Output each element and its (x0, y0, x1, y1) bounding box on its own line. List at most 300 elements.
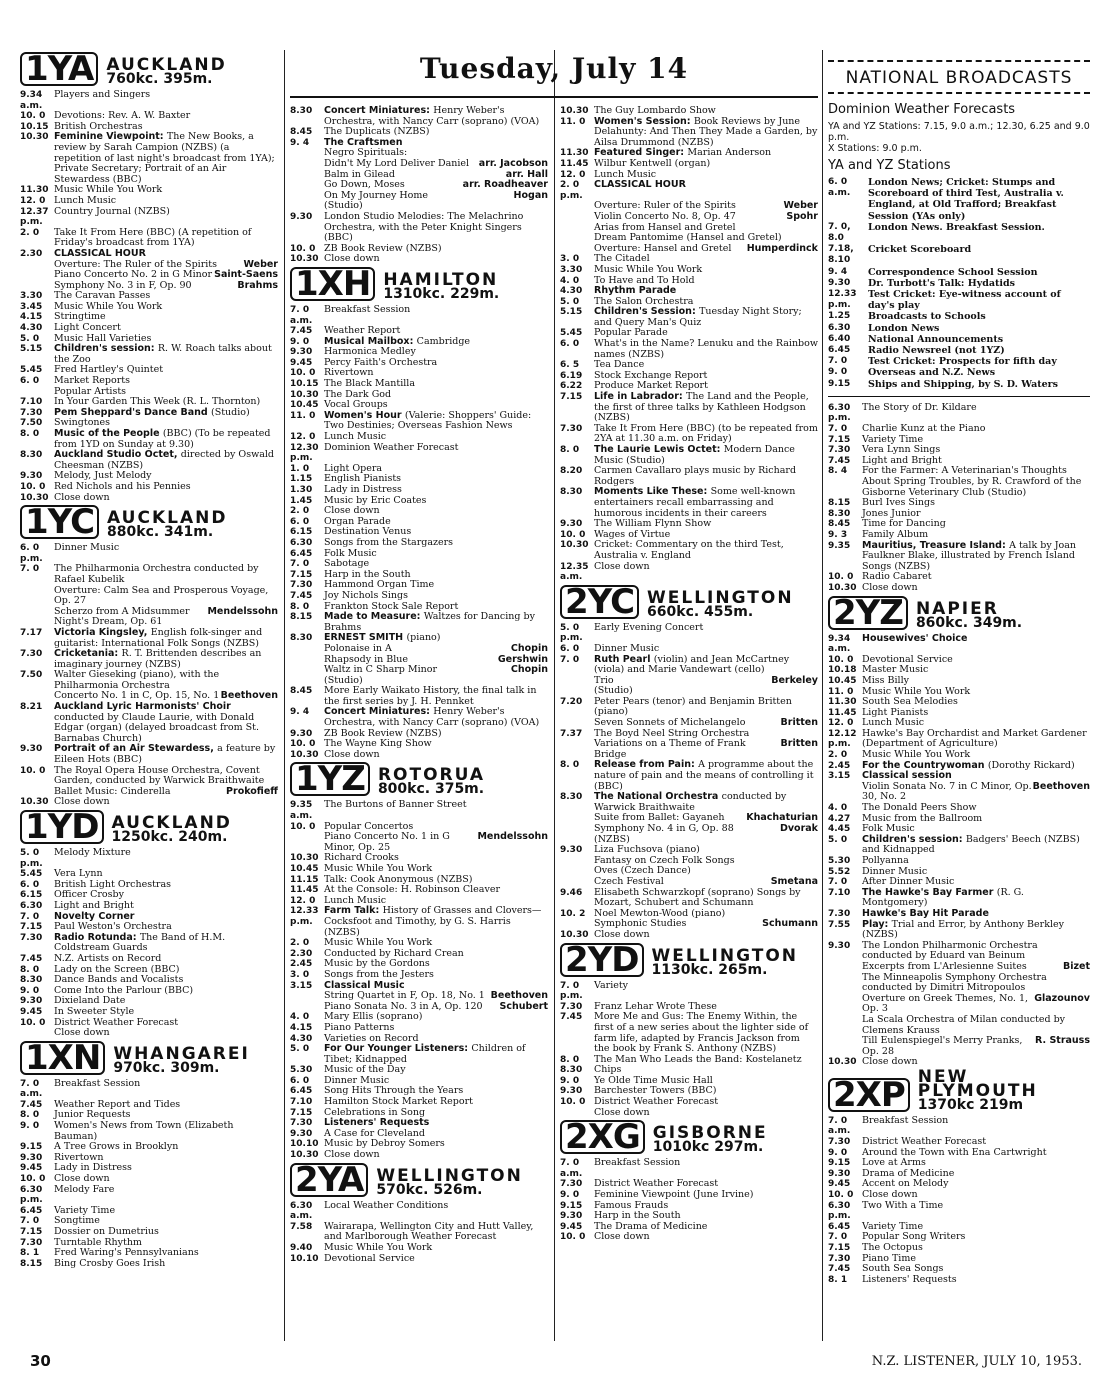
programme-title: String Quartet in F, Op. 18, No. 1 (324, 990, 485, 1002)
programme-entry (560, 792, 818, 813)
programme-time: 10. 0 (290, 821, 316, 832)
station-frequency: 570kc. 526m. (376, 1181, 483, 1198)
programme-entry (560, 265, 818, 276)
programme-title: Excerpts from L'Arlesienne Suites (862, 960, 1027, 972)
station-city: WHANGAREI (113, 1043, 250, 1064)
programme-time: 7.55 (828, 919, 851, 930)
programme-time (20, 586, 54, 607)
programme-time: 6.45 (290, 1086, 313, 1097)
programme-time: 7. 0 (20, 911, 40, 922)
programme-time: 3.15 (828, 771, 851, 782)
programme-time: 8.30 (828, 508, 851, 519)
programme-title: Songs from the Stargazers (324, 536, 454, 548)
programme-time: 8.45 (290, 686, 313, 697)
station-city: NAPIER (915, 598, 999, 619)
programme-entry (560, 888, 818, 909)
programme-time: 9.15 (20, 1142, 43, 1153)
programme-title: Hamilton Stock Market Report (324, 1096, 473, 1108)
programme-time: 7.30 (20, 932, 43, 943)
programme-title: Turntable Rhythm (54, 1236, 142, 1248)
programme-entry (828, 267, 1090, 278)
programme-list (20, 543, 278, 808)
programme-time: 6.30 (828, 322, 851, 333)
programme-title: Junior Requests (54, 1109, 131, 1121)
programme-time: 10.18 (828, 665, 857, 676)
programme-title: Melody, Just Melody (54, 470, 152, 482)
programme-title: Overseas and N.Z. News (868, 367, 996, 379)
programme-time: 2.30 (20, 248, 43, 259)
programme-entry (828, 1275, 1090, 1286)
divider (828, 396, 1090, 397)
programme-entry (560, 562, 818, 583)
programme-title: Destination Venus (324, 526, 412, 538)
programme-entry (828, 782, 1090, 803)
programme-entry (20, 429, 278, 450)
programme-title: Country Journal (NZBS) (54, 205, 170, 217)
programme-entry (560, 760, 818, 792)
programme-time: 10. 0 (828, 654, 854, 665)
programme-highlight: The Laurie Lewis Octet: (594, 444, 724, 455)
programme-entry (560, 540, 818, 561)
programme-title: Concert Miniatures: Henry Weber's Orchestra, with Nancy Carr (soprano) (VOA) (324, 105, 540, 127)
programme-title: Organ Parade (324, 515, 391, 527)
programme-title: Lunch Music (862, 717, 925, 729)
programme-time: 4. 0 (828, 803, 848, 814)
programme-entry (828, 367, 1090, 378)
programme-entry (828, 973, 1090, 994)
programme-entry (290, 1023, 548, 1034)
programme-title: Devotions: Rev. A. W. Baxter (54, 110, 191, 122)
programme-title: Music While You Work (862, 749, 971, 761)
programme-time: 6.15 (290, 527, 313, 538)
programme-title: Two With a Time (862, 1199, 944, 1211)
composer-credit: Khachaturian (746, 812, 818, 824)
programme-title: Close down (324, 505, 380, 517)
programme-title: Close down (324, 1149, 380, 1161)
programme-title: Pollyanna (862, 855, 909, 867)
programme-highlight: Children's session: (54, 343, 158, 355)
station-callsign: 1YD (20, 810, 104, 844)
programme-title: Drama of Medicine (862, 1167, 955, 1179)
programme-entry (828, 1201, 1090, 1222)
programme-time: 7.15 (290, 569, 313, 580)
programme-time: 6.30 (20, 900, 43, 911)
programme-time: 6. 5 (560, 360, 580, 371)
programme-highlight: Children's session: (862, 833, 966, 845)
composer-credit: Beethoven (490, 990, 548, 1002)
programme-time: 7.50 (20, 418, 43, 429)
programme-time (560, 223, 594, 234)
programme-entry (828, 334, 1090, 345)
programme-entry (20, 132, 278, 185)
programme-time (828, 782, 862, 803)
programme-time: 3.30 (20, 291, 43, 302)
programme-highlight: Auckland Studio Octet, (54, 449, 181, 461)
programme-highlight: Rhythm Parade (594, 285, 677, 297)
programme-highlight: Life in Labrador: (594, 391, 686, 403)
station-city: AUCKLAND (111, 813, 232, 833)
composer-credit: Humperdinck (746, 242, 818, 254)
programme-entry (560, 159, 818, 170)
programme-time: 7.30 (560, 1179, 583, 1190)
programme-time (560, 877, 594, 888)
programme-time: 9. 0 (290, 336, 310, 347)
programme-time: 6.40 (828, 333, 851, 344)
programme-title: Waltz in C Sharp Minor (324, 664, 438, 676)
programme-time: 5.45 (20, 869, 43, 880)
programme-title: Dinner Music (324, 1074, 390, 1086)
programme-highlight: The Craftsmen (324, 136, 403, 148)
programme-time: 9. 4 (828, 266, 848, 277)
programme-list (20, 848, 278, 1039)
programme-entry (20, 848, 278, 869)
column-3 (560, 106, 818, 1243)
programme-time: 9.30 (20, 744, 43, 755)
programme-time: 2. 0 p.m. (560, 180, 583, 201)
programme-title: Fred Hartley's Quintet (54, 364, 164, 376)
programme-title: Popular Song Writers (862, 1231, 966, 1243)
programme-time: 10. 0 (828, 572, 854, 583)
programme-title: At the Console: H. Robinson Cleaver (324, 884, 500, 896)
station-frequency: 880kc. 341m. (107, 524, 214, 541)
programme-time: 4. 0 (560, 275, 580, 286)
programme-entry (20, 670, 278, 691)
programme-entry (20, 649, 278, 670)
programme-time: 7.45 (290, 590, 313, 601)
programme-title: Music of the Day (324, 1064, 406, 1076)
programme-entry (20, 933, 278, 954)
programme-time: 9.35 (828, 540, 851, 551)
programme-time: 9. 0 (828, 367, 848, 378)
programme-entry (20, 1007, 278, 1018)
programme-entry (828, 729, 1090, 750)
programme-time: 8. 0 (560, 1054, 580, 1065)
station-header-2xp (828, 1066, 1090, 1115)
programme-title: Rhapsody in Blue (324, 653, 409, 665)
programme-time: 6. 0 (290, 516, 310, 527)
programme-time: 12.33 p.m. (290, 906, 319, 927)
programme-highlight: Women's Hour (324, 409, 405, 421)
programme-title: More Me and Gus: The Enemy Within, the first of a new series about the lighter side of farm life, adapted by Francis Jackson from the book by Frank S. Anthony (NZBS) (594, 1011, 809, 1055)
programme-highlight: Release from Pain: (594, 759, 699, 771)
programme-title: Ships and Shipping, by S. D. Waters (868, 378, 1059, 390)
station-frequency: 800kc. 375m. (377, 781, 485, 798)
programme-entry (290, 1243, 548, 1254)
programme-time (290, 180, 324, 191)
programme-entry (828, 920, 1090, 941)
programme-list (560, 1158, 818, 1243)
programme-entry (20, 207, 278, 228)
programme-title: ZB Book Review (NZBS) (324, 242, 442, 254)
programme-title: Radio Rotunda: The Band of H.M. Coldstream Guards (54, 931, 226, 954)
programme-time: 9.40 (290, 1243, 313, 1253)
programme-title: The London Philharmonic Orchestra conducted by Eduard van Beinum (862, 939, 1038, 962)
programme-time: 10.30 (828, 582, 857, 593)
programme-time (560, 824, 594, 835)
station-frequency: 660kc. 455m. (647, 603, 754, 620)
programme-title: Lunch Music (324, 431, 387, 443)
programme-title: British Light Orchestras (54, 878, 171, 890)
programme-highlight: CLASSICAL HOUR (594, 179, 686, 191)
programme-list (290, 106, 548, 265)
programme-title: National Announcements (868, 333, 1004, 345)
programme-time (560, 233, 594, 244)
programme-title: The Royal Opera House Orchestra, Covent Garden, conducted by Warwick Braithwaite (54, 764, 265, 787)
programme-time (560, 813, 594, 824)
programme-title: (Studio) (594, 685, 633, 697)
programme-entry (828, 289, 1090, 311)
programme-title: Swingtones (54, 417, 111, 429)
composer-credit: arr. Roadheaver (462, 179, 548, 191)
programme-title: Feminine Viewpoint: The New Books, a review by Sarah Campion (NZBS) (a repetition of last night's broadcast from 1YA); Private Secretary; Portrait of an Air Stewardess (BBC) (54, 131, 275, 185)
programme-time: 6.22 (560, 381, 583, 392)
programme-title: Come Into the Parlour (BBC) (54, 984, 194, 996)
programme-title: Piano Time (862, 1252, 916, 1264)
programme-title: What's in the Name? Lenuku and the Rainbow names (NZBS) (594, 338, 818, 360)
programme-title: District Weather Forecast (862, 1136, 987, 1148)
programme-entry (290, 612, 548, 633)
programme-title: Songs from the Jesters (324, 968, 434, 980)
programme-title: Lunch Music (594, 168, 657, 180)
programme-title: Close down (594, 1106, 650, 1118)
programme-time: 12.30 p.m. (290, 442, 319, 464)
programme-title: London News (868, 322, 940, 334)
programme-time: 9. 4 (290, 137, 310, 148)
programme-time: 4.45 (828, 824, 851, 835)
programme-entry (290, 212, 548, 244)
programme-highlight: Radio Rotunda: (54, 931, 140, 943)
programme-title (54, 249, 278, 260)
programme-title: Early Evening Concert (594, 621, 704, 633)
programme-time: 6.15 (20, 890, 43, 901)
programme-time: 7.45 (560, 1012, 583, 1023)
programme-time (290, 1002, 324, 1013)
programme-title: Sabotage (324, 558, 370, 570)
programme-time: 9.30 (828, 940, 851, 951)
programme-title: Music While You Work (862, 685, 971, 697)
programme-highlight: The National Orchestra (594, 791, 722, 803)
programme-entry (828, 177, 1090, 222)
programme-title: Music of the People (BBC) (To be repeated from 1YD on Sunday at 9.30) (54, 428, 271, 450)
programme-title: Symphony No. 3 in F, Op. 90 (54, 279, 192, 291)
programme-time: 2. 0 (20, 227, 40, 238)
programme-time: 6.30 p.m. (828, 1200, 851, 1222)
programme-time: 9.45 (290, 357, 313, 368)
programme-entry (560, 981, 818, 1002)
programme-entry (560, 487, 818, 519)
programme-title: Mauritius, Treasure Island: A talk by Joan Faulkner Blake, illustrated by French Island Songs (NZBS) (862, 539, 1077, 572)
programme-time: 7. 0 (828, 424, 848, 435)
programme-title: The Guy Lombardo Show (594, 105, 716, 116)
composer-credit: Berkeley (771, 674, 818, 686)
programme-entry (290, 1044, 548, 1065)
programme-time: 9. 0 (20, 985, 40, 996)
programme-title: Feminine Viewpoint (June Irvine) (594, 1189, 754, 1201)
programme-time: 7.20 (560, 696, 583, 707)
programme-time (20, 387, 54, 398)
programme-title: Auckland Lyric Harmonists' Choir conducted by Claude Laurie, with Donald Edgar (organ) (delayed broadcast from St. Barnabas Church) (54, 701, 260, 744)
programme-title: Percy Faith's Orchestra (324, 356, 438, 368)
programme-title: Made to Measure: Waltzes for Dancing by Brahms (324, 611, 535, 633)
programme-title: Family Album (862, 528, 929, 540)
programme-title (594, 180, 818, 201)
programme-time (828, 1015, 862, 1036)
programme-time: 8.20 (560, 466, 583, 477)
programme-entry (828, 583, 1090, 594)
programme-time (560, 201, 594, 212)
programme-title: A Case for Cleveland (324, 1127, 425, 1139)
programme-time: 7.45 (828, 1264, 851, 1275)
programme-title: The William Flynn Show (594, 518, 712, 530)
programme-title: Close down (54, 1027, 110, 1039)
programme-entry (20, 607, 278, 628)
programme-title: Light and Bright (862, 454, 942, 466)
programme-time: 10. 2 (560, 908, 586, 919)
programme-entry (560, 392, 818, 424)
programme-time: 9.30 (828, 277, 851, 288)
programme-time: 7. 0 (560, 654, 580, 665)
programme-highlight: Hawke's Bay Hit Parade (862, 907, 989, 919)
composer-credit: arr. Hall (505, 168, 548, 180)
programme-time: 10.30 (290, 749, 319, 760)
programme-title: Dominion Weather Forecast (324, 441, 459, 453)
programme-time: 7.37 (560, 728, 583, 739)
programme-time: 10. 0 (20, 1174, 46, 1185)
programme-title: Take It From Here (BBC) (to be repeated from 2YA at 11.30 a.m. on Friday) (594, 422, 818, 445)
programme-time: 7.30 (290, 1118, 313, 1129)
programme-time: 8. 0 (20, 1110, 40, 1121)
weather-forecasts-heading: Dominion Weather Forecasts (828, 102, 1016, 117)
programme-time: 9.15 (560, 1200, 583, 1211)
programme-highlight: Feminine Viewpoint: (54, 131, 167, 143)
programme-time: 9.30 (290, 728, 313, 739)
programme-title: Devotional Service (324, 1252, 415, 1264)
programme-title: Varieties on Record (324, 1032, 419, 1044)
programme-time: 9.45 (828, 1179, 851, 1190)
composer-credit: Glazounov (1034, 992, 1090, 1004)
programme-time: 4.30 (20, 323, 43, 334)
programme-title: Lady in Distress (54, 1162, 132, 1174)
programme-time: 12.37 p.m. (20, 206, 49, 228)
programme-title: Local Weather Conditions (324, 1199, 449, 1211)
composer-credit: Britten (780, 738, 818, 750)
programme-entry (828, 676, 1090, 687)
programme-title: (Studio) (324, 674, 363, 686)
programme-title: Overture: Ruler of the Spirits (594, 200, 736, 212)
programme-time: 6.45 (290, 548, 313, 559)
programme-entry (290, 686, 548, 707)
programme-time (20, 260, 54, 271)
programme-title: Ballet Music: Cinderella (54, 785, 171, 797)
programme-highlight: Music of the People (54, 428, 163, 439)
station-city: ROTORUA (377, 765, 486, 786)
programme-title: Take It From Here (BBC) (A repetition of Friday's broadcast from 1YA) (54, 226, 252, 249)
programme-time: 9.30 (560, 1086, 583, 1097)
programme-title: Women's Session: Book Reviews by June Delahunty: And Then They Made a Garden, by Ailsa Drummond (NZBS) (594, 115, 818, 148)
programme-title: Stringtime (54, 311, 106, 323)
composer-credit: Chopin (510, 664, 548, 676)
station-header-1yz (290, 759, 548, 800)
programme-time: 10. 0 (20, 1017, 46, 1028)
programme-time: 9. 4 (290, 707, 310, 718)
programme-entry (828, 888, 1090, 909)
programme-entry (828, 356, 1090, 367)
programme-time: 9.45 (20, 1006, 43, 1017)
programme-time: 9.30 (290, 211, 313, 222)
programme-title: Piano Concerto No. 1 in G Minor, Op. 25 (324, 831, 450, 853)
programme-title: Women's Hour (Valerie: Shoppers' Guide: Two Destinies; Overseas Fashion News (324, 409, 532, 432)
programme-title: South Sea Melodies (862, 696, 958, 708)
programme-list (828, 634, 1090, 1068)
programme-time (828, 962, 862, 973)
programme-title: The Hawke's Bay Farmer (R. G. Montgomery) (862, 886, 1024, 909)
programme-title: The Black Mantilla (324, 378, 415, 390)
programme-entry (560, 739, 818, 760)
programme-highlight: Listeners' Requests (324, 1117, 430, 1129)
programme-entry (560, 1012, 818, 1054)
programme-time: 3.30 (560, 264, 583, 275)
programme-entry (828, 994, 1090, 1015)
programme-time: 2.45 (290, 959, 313, 970)
programme-time: 7.45 (20, 953, 43, 964)
programme-entry (20, 564, 278, 585)
station-header-2xg (560, 1117, 818, 1158)
programme-time (20, 270, 54, 281)
programme-time (290, 201, 324, 212)
programme-title: The Burtons of Banner Street (324, 799, 467, 811)
programme-entry (828, 244, 1090, 266)
composer-credit: Dvorak (779, 823, 818, 834)
programme-title: Light Concert (54, 322, 121, 334)
programme-time: 8. 0 (20, 964, 40, 975)
programme-title: Elisabeth Schwarzkopf (soprano) Songs by Mozart, Schubert and Schumann (594, 886, 801, 909)
programme-title: Music by the Gordons (324, 958, 430, 970)
programme-title: The Minneapolis Symphony Orchestra conducted by Dimitri Mitropoulos (862, 971, 1047, 994)
programme-highlight: Novelty Corner (54, 910, 135, 922)
programme-title: Trio (594, 674, 614, 686)
station-city: WELLINGTON (376, 1165, 523, 1186)
programme-time (290, 655, 324, 666)
programme-title: Hammond Organ Time (324, 579, 435, 591)
programme-time: 10.10 (290, 1253, 319, 1264)
programme-title: Light Pianists (862, 706, 929, 718)
programme-time: 7. 0, 8.0 (828, 221, 851, 244)
page-title: Tuesday, July 14 (419, 52, 689, 85)
programme-time: 6.30 p.m. (20, 1184, 43, 1206)
composer-credit: Beethoven (1032, 780, 1090, 792)
station-header-1yd (20, 807, 278, 847)
programme-title: Talk: Cook Anonymous (NZBS) (324, 873, 473, 885)
programme-title: Time for Dancing (862, 518, 946, 530)
programme-time (828, 973, 862, 994)
programme-title: Music Hall Varieties (54, 332, 152, 344)
programme-title: Peter Pears (tenor) and Benjamin Britten (piano) (594, 695, 792, 718)
programme-time: 9.30 (560, 1211, 583, 1222)
composer-credit: Gershwin (497, 653, 548, 665)
programme-title: Dream Pantomime (Hansel and Gretel) (594, 232, 782, 244)
programme-title: Devotional Service (862, 653, 953, 665)
programme-title: Oves (Czech Dance) (594, 865, 691, 877)
programme-time: 9.30 (290, 1128, 313, 1139)
programme-entry (560, 339, 818, 360)
programme-title: Music While You Work (324, 937, 433, 949)
programme-time: 5.52 (828, 866, 851, 877)
programme-time: 9.45 (20, 1163, 43, 1174)
programme-highlight: Farm Talk: (324, 905, 383, 917)
composer-credit: Spohr (786, 210, 818, 222)
programme-title: Negro Spirituals: (324, 147, 408, 159)
national-programme-list (828, 177, 1090, 390)
